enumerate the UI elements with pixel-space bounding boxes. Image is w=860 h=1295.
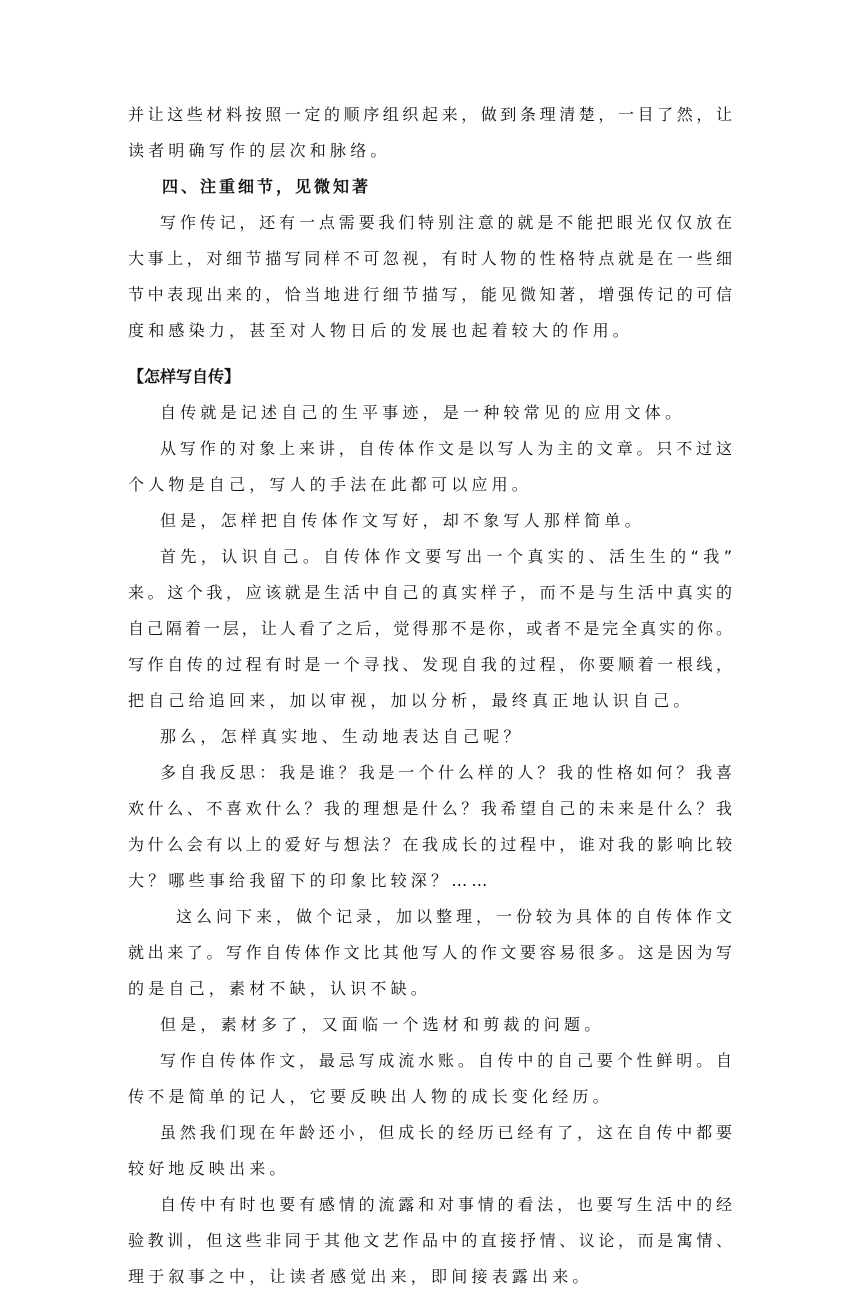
paragraph-line: 验教训，但这些非同于其他文艺作品中的直接抒情、议论，而是寓情、	[128, 1231, 732, 1250]
paragraph-line: 多自我反思：我是谁？我是一个什么样的人？我的性格如何？我喜	[160, 763, 732, 782]
paragraph-line: 度和感染力，甚至对人物日后的发展也起着较大的作用。	[128, 321, 634, 340]
paragraph-line: 来。这个我，应该就是生活中自己的真实样子，而不是与生活中真实的	[128, 583, 732, 602]
paragraph-line: 写作传记，还有一点需要我们特别注意的就是不能把眼光仅仅放在	[160, 213, 732, 232]
paragraph-line: 首先，认识自己。自传体作文要写出一个真实的、活生生的“我”	[160, 547, 732, 566]
paragraph-line: 并让这些材料按照一定的顺序组织起来，做到条理清楚，一目了然，让	[128, 105, 732, 124]
section-heading: 四、注重细节，见微知著	[162, 177, 372, 196]
paragraph-line: 从写作的对象上来讲，自传体作文是以写人为主的文章。只不过这	[160, 439, 732, 458]
paragraph-line: 读者明确写作的层次和脉络。	[128, 141, 391, 160]
paragraph-line: 欢什么、不喜欢什么？我的理想是什么？我希望自己的未来是什么？我	[128, 799, 732, 818]
paragraph-line: 大？哪些事给我留下的印象比较深？……	[128, 871, 492, 890]
paragraph-line: 为什么会有以上的爱好与想法？在我成长的过程中，谁对我的影响比较	[128, 835, 732, 854]
paragraph-line: 虽然我们现在年龄还小，但成长的经历已经有了，这在自传中都要	[160, 1123, 732, 1142]
paragraph-line: 大事上，对细节描写同样不可忽视，有时人物的性格特点就是在一些细	[128, 249, 732, 268]
paragraph-line: 但是，怎样把自传体作文写好，却不象写人那样简单。	[160, 511, 645, 530]
paragraph-line: 写作自传的过程有时是一个寻找、发现自我的过程，你要顺着一根线，	[128, 655, 732, 674]
paragraph-line: 自传中有时也要有感情的流露和对事情的看法，也要写生活中的经	[160, 1195, 732, 1214]
paragraph-line: 的是自己，素材不缺，认识不缺。	[128, 979, 432, 998]
paragraph-line: 节中表现出来的，恰当地进行细节描写，能见微知著，增强传记的可信	[128, 285, 732, 304]
paragraph-line: 理于叙事之中，让读者感觉出来，即间接表露出来。	[128, 1267, 593, 1286]
paragraph-line: 传不是简单的记人，它要反映出人物的成长变化经历。	[128, 1087, 613, 1106]
paragraph-line: 就出来了。写作自传体作文比其他写人的作文要容易很多。这是因为写	[128, 943, 732, 962]
paragraph-line: 个人物是自己，写人的手法在此都可以应用。	[128, 475, 533, 494]
paragraph-line: 自己隔着一层，让人看了之后，觉得那不是你，或者不是完全真实的你。	[128, 619, 732, 638]
paragraph-line: 写作自传体作文，最忌写成流水账。自传中的自己要个性鲜明。自	[160, 1051, 732, 1070]
paragraph-line: 但是，素材多了，又面临一个选材和剪裁的问题。	[160, 1015, 605, 1034]
paragraph-line: 自传就是记述自己的生平事迹，是一种较常见的应用文体。	[160, 403, 686, 422]
paragraph-line: 较好地反映出来。	[128, 1159, 290, 1178]
subsection-label: 【怎样写自传】	[128, 367, 241, 386]
paragraph-line: 这么问下来，做个记录，加以整理，一份较为具体的自传体作文	[176, 907, 732, 926]
paragraph-line: 把自己给追回来，加以审视，加以分析，最终真正地认识自己。	[128, 691, 694, 710]
document-body	[128, 97, 732, 1295]
paragraph-line: 那么，怎样真实地、生动地表达自己呢？	[160, 727, 524, 746]
